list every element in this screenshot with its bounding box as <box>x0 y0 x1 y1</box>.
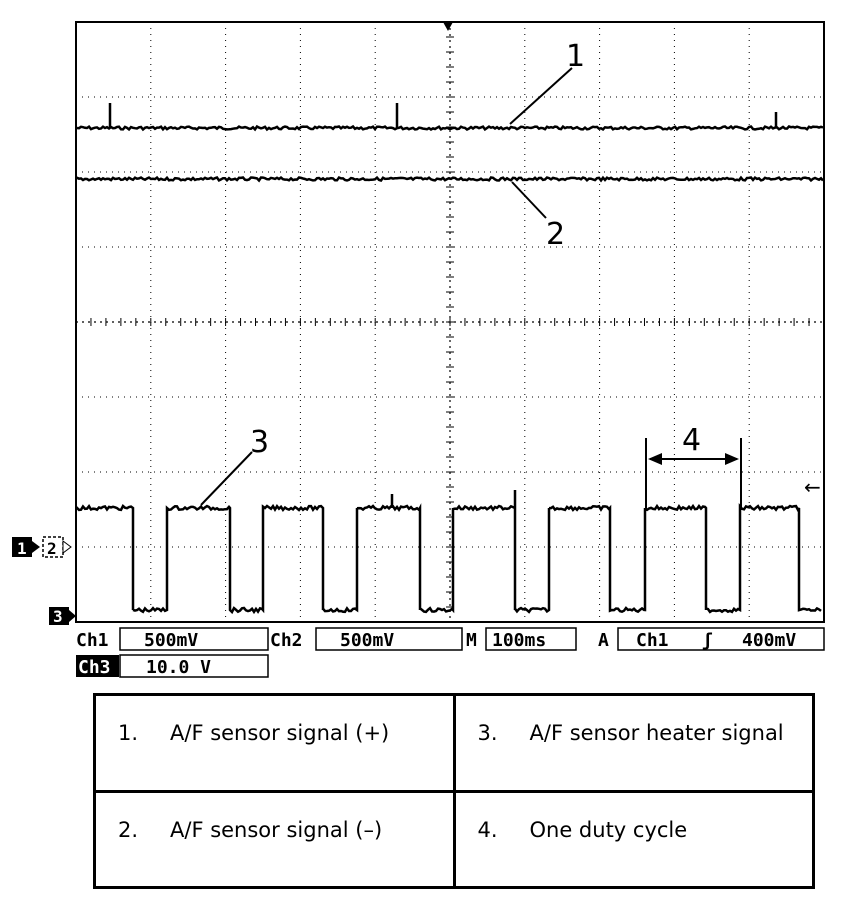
traces <box>77 103 823 612</box>
duty-cycle-arrow-left <box>648 453 662 465</box>
trigger-slope-icon: ʃ <box>702 630 713 651</box>
legend-item-4 <box>478 815 803 845</box>
ch3-marker-label: 3 <box>53 607 63 626</box>
ch2-scale: 500mV <box>340 630 395 651</box>
legend-number: 4. <box>477 817 498 842</box>
callout-3-leader <box>201 452 252 505</box>
ch1-label: Ch1 <box>76 630 109 651</box>
callout-2-leader <box>512 182 546 218</box>
graticule <box>76 22 824 622</box>
legend-text: A/F sensor heater signal <box>529 721 784 745</box>
ch1-marker-label: 1 <box>17 539 27 558</box>
ch3-label: Ch3 <box>78 657 111 678</box>
ch2-label: Ch2 <box>270 630 303 651</box>
legend-text: A/F sensor signal (+) <box>170 721 390 745</box>
callout-2-label: 2 <box>546 217 566 252</box>
status-bar <box>76 628 824 678</box>
legend-text: One duty cycle <box>529 817 688 842</box>
ch1-scale: 500mV <box>144 630 199 651</box>
legend-cell <box>95 791 455 888</box>
callout-1-label: 1 <box>566 39 586 74</box>
callout-1-leader <box>510 68 572 124</box>
trace-heater-signal <box>77 490 821 612</box>
trigger-level: 400mV <box>742 630 797 651</box>
callout-4-label: 4 <box>682 423 702 458</box>
ch2-marker-label: 2 <box>47 539 57 558</box>
trigger-mode-label: A <box>598 630 609 651</box>
legend-item-1 <box>118 718 443 748</box>
legend-number: 2. <box>118 817 139 842</box>
duty-cycle-arrow-right <box>725 453 739 465</box>
ch1-marker-pointer <box>32 541 40 553</box>
callout-3-label: 3 <box>250 425 270 460</box>
legend-cell <box>454 791 814 888</box>
legend-table <box>93 693 815 889</box>
ch2-marker-pointer <box>63 541 71 553</box>
trace-af-signal-negative <box>77 178 823 181</box>
trigger-position-marker <box>443 22 453 31</box>
ch3-scale: 10.0 V <box>146 657 212 678</box>
legend-item-2 <box>118 815 443 845</box>
ch3-marker-pointer <box>69 610 76 622</box>
timebase-value: 100ms <box>492 630 547 651</box>
timebase-label: M <box>466 630 477 651</box>
trigger-channel: Ch1 <box>636 630 669 651</box>
legend-cell <box>95 695 455 792</box>
legend-number: 3. <box>477 721 498 745</box>
legend-cell <box>454 695 814 792</box>
legend-item-3 <box>478 718 803 748</box>
legend-number: 1. <box>118 721 139 745</box>
legend-text: A/F sensor signal (–) <box>170 817 383 842</box>
trigger-level-arrow: ← <box>804 475 821 499</box>
